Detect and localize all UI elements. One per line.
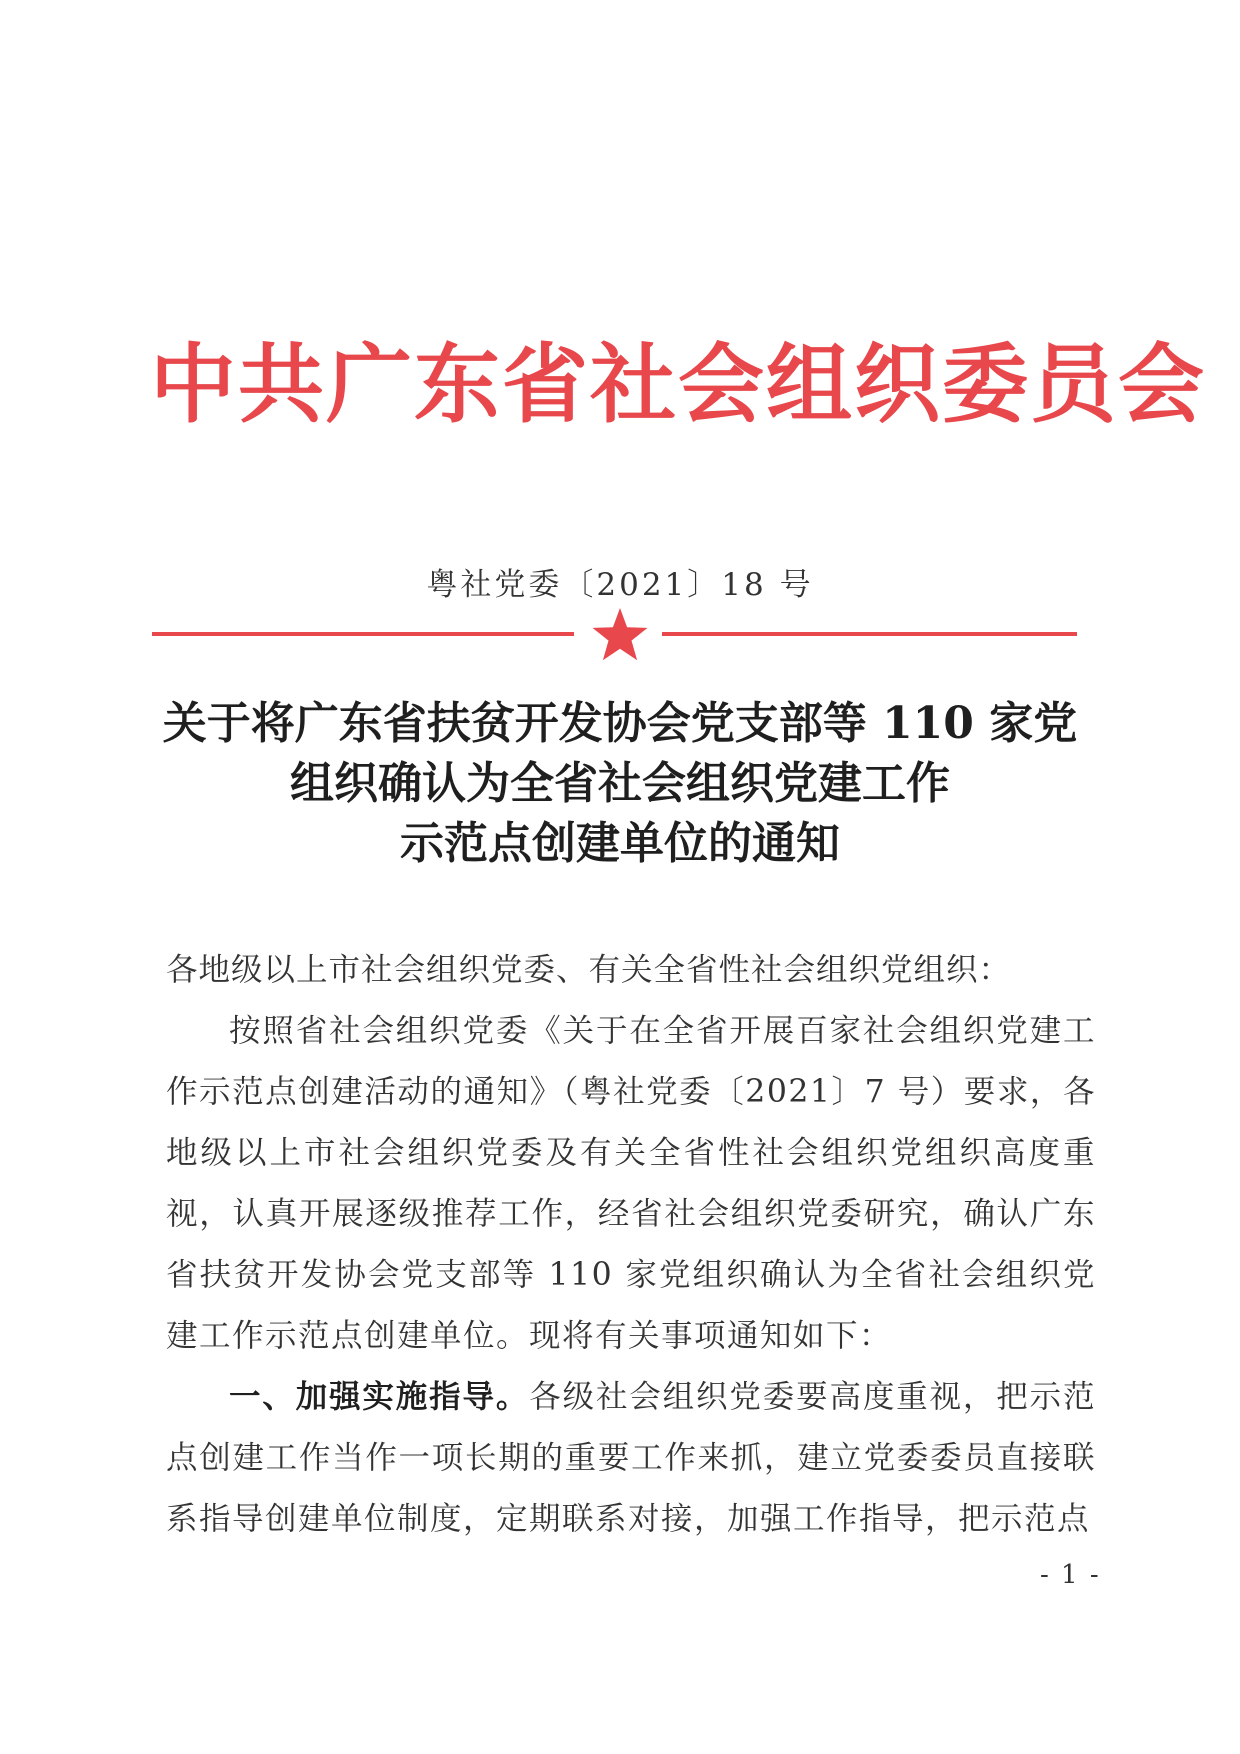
page-number: - 1 -: [1040, 1560, 1101, 1590]
title-line-3: 示范点创建单位的通知: [400, 818, 840, 869]
issuing-organization-header: 中共广东省社会组织委员会: [150, 334, 1206, 435]
notice-body: [166, 940, 1096, 1550]
red-divider-right: [662, 632, 1077, 636]
salutation: 各地级以上市社会组织党委、有关全省性社会组织党组织：: [166, 952, 1012, 988]
red-divider-left: [152, 632, 574, 636]
paragraph-intro: 按照省社会组织党委《关于在全省开展百家社会组织党建工作示范点创建活动的通知》（粤社党委〔2021〕7 号）要求，各地级以上市社会组织党委及有关全省性社会组织党组织高度重视，认真开展逐级推荐工作，经省社会组织党委研究，确认广东省扶贫开发协会党支部等 110 家党组织确认为全省社会组织党建工作示范点创建单位。现将有关事项通知如下：: [166, 1013, 1096, 1354]
section-1-heading: 一、加强实施指导。: [229, 1379, 530, 1415]
title-line-2: 组织确认为全省社会组织党建工作: [290, 758, 950, 809]
body-paragraphs: [166, 1001, 1096, 1550]
notice-title: [130, 694, 1110, 874]
star-icon: [590, 606, 650, 662]
section-1-text: 各级社会组织党委要高度重视，把示范点创建工作当作一项长期的重要工作来抓，建立党委委员直接联系指导创建单位制度，定期联系对接，加强工作指导，把示范点: [166, 1379, 1096, 1537]
paragraph-section-1: [166, 1367, 1096, 1550]
document-number: 粤社党委〔2021〕18 号: [426, 567, 814, 603]
title-line-1: 关于将广东省扶贫开发协会党支部等 110 家党: [162, 698, 1078, 749]
